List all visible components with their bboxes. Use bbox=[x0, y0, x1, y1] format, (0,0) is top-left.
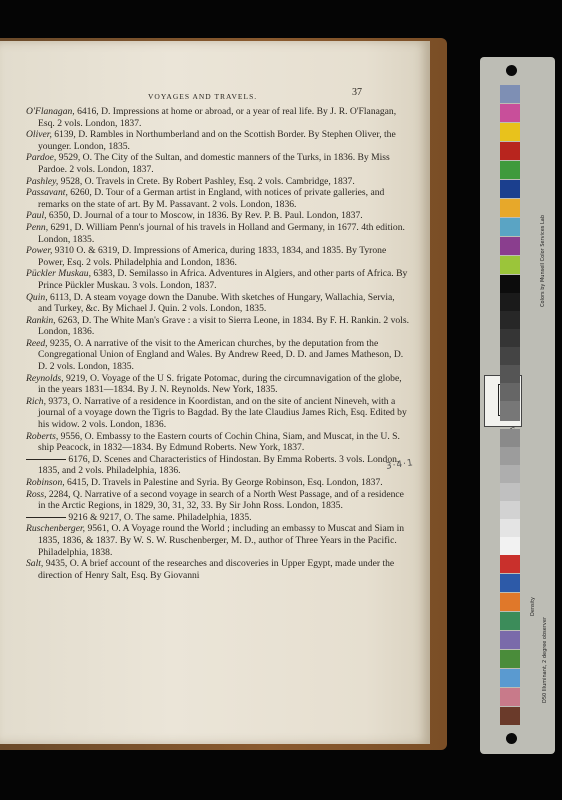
gray-patch bbox=[500, 401, 520, 421]
catalog-entry bbox=[26, 431, 410, 454]
catalog-entries bbox=[26, 106, 410, 581]
entry-description: 9216 & 9217, O. The same. Philadelphia, 1835. bbox=[66, 511, 252, 523]
entry-author: Rankin, bbox=[26, 314, 56, 326]
color-patch bbox=[500, 218, 520, 236]
entry-description: 6416, D. Impressions at home or abroad, or a year of real life. By J. R. O'Flanagan, Esq. 2 vols. London, 1837. bbox=[38, 106, 397, 129]
entry-description: 9556, O. Embassy to the Eastern courts of Cochin China, Siam, and Muscat, in the U. S. ship Peacock, in 1832—1834. By Edmund Roberts. New York, 1837. bbox=[38, 430, 400, 454]
catalog-entry bbox=[26, 489, 410, 512]
entry-author: Rich, bbox=[26, 395, 46, 407]
catalog-entry bbox=[26, 187, 410, 210]
running-head-title: VOYAGES AND TRAVELS. bbox=[148, 92, 258, 101]
entry-description: 6350, D. Journal of a tour to Moscow, in 1836. By Rev. P. B. Paul. London, 1837. bbox=[46, 210, 363, 222]
running-head bbox=[0, 87, 430, 104]
color-patch bbox=[500, 123, 520, 141]
color-patch bbox=[500, 256, 520, 274]
entry-description: 6415, D. Travels in Palestine and Syria. By George Robinson, Esq. London, 1837. bbox=[64, 477, 383, 488]
catalog-entry bbox=[26, 222, 410, 245]
entry-author: Quin, bbox=[26, 291, 48, 303]
entry-author: Pardoe, bbox=[26, 152, 57, 164]
entry-author: Power, bbox=[26, 245, 53, 257]
catalog-entry bbox=[26, 245, 410, 268]
color-patch bbox=[500, 85, 520, 103]
catalog-entry bbox=[26, 106, 410, 129]
color-patch bbox=[500, 612, 520, 630]
entry-description: 9235, O. A narrative of the visit to the American churches, by the deputation from the Congregational Union of England and Wales. By Andrew Reed, D. D. and James Matheson, D. D. 2 vols. London, 1835. bbox=[38, 337, 404, 373]
catalog-entry bbox=[26, 558, 410, 581]
catalog-entry bbox=[26, 152, 410, 175]
catalog-entry bbox=[26, 512, 410, 524]
entry-author: Salt, bbox=[26, 558, 44, 570]
gray-patch bbox=[500, 311, 520, 331]
entry-description: 6139, D. Rambles in Northumberland and on the Scottish Border. By Stephen Oliver, the younger. London, 1835. bbox=[38, 129, 396, 152]
entry-author: Reynolds, bbox=[26, 372, 64, 384]
color-patch bbox=[500, 574, 520, 592]
catalog-entry bbox=[26, 454, 410, 477]
color-patch bbox=[500, 650, 520, 668]
color-patch bbox=[500, 707, 520, 725]
entry-author: Oliver, bbox=[26, 129, 52, 141]
entry-description: 6260, D. Tour of a German artist in England, with notices of private galleries, and remarks on the state of art. By M. Passavant. 2 vols. London, 1836. bbox=[38, 187, 385, 210]
catalog-entry bbox=[26, 210, 410, 222]
entry-author: Reed, bbox=[26, 337, 48, 349]
entry-author: Pückler Muskau, bbox=[26, 268, 92, 280]
gray-patch bbox=[500, 383, 520, 403]
gray-patch bbox=[500, 429, 520, 449]
entry-description: 2284, Q. Narrative of a second voyage in search of a North West Passage, and of a residence in the Arctic Regions, in 1829, 30, 31, 32, 33. By Sir John Ross. London, 1835. bbox=[38, 488, 404, 512]
entry-description: 9529, O. The City of the Sultan, and domestic manners of the Turks, in 1836. By Miss Pardoe. 2 vols. London, 1837. bbox=[38, 152, 390, 175]
target-hole-icon bbox=[506, 733, 517, 744]
catalog-entry bbox=[26, 338, 410, 373]
color-calibration-target bbox=[480, 57, 555, 754]
entry-author: Passavant, bbox=[26, 187, 68, 199]
ditto-dash bbox=[26, 517, 66, 518]
color-patch bbox=[500, 161, 520, 179]
target-hole-icon bbox=[506, 65, 517, 76]
catalog-entry bbox=[26, 292, 410, 315]
entry-description: 6263, D. The White Man's Grave : a visit to Sierra Leone, in 1834. By F. H. Rankin. 2 vols. London, 1836. bbox=[38, 314, 409, 338]
target-illuminant-text: D50 Illuminant, 2 degree observer bbox=[542, 617, 548, 703]
target-side-text: Colors by Munsell Color Services Lab bbox=[540, 214, 546, 307]
catalog-entry bbox=[26, 396, 410, 431]
entry-description: 6291, D. William Penn's journal of his travels in Holland and Germany, in 1677. 4th edition. London, 1835. bbox=[38, 221, 405, 245]
color-patch bbox=[500, 688, 520, 706]
color-patch bbox=[500, 199, 520, 217]
entry-description: 9528, O. Travels in Crete. By Robert Pashley, Esq. 2 vols. Cambridge, 1837. bbox=[58, 175, 355, 187]
entry-description: 6383, D. Semilasso in Africa. Adventures in Algiers, and other parts of Africa. By Prince Pückler Muskau. 3 vols. London, 1837. bbox=[38, 268, 408, 291]
entry-description: 9373, O. Narrative of a residence in Koordistan, and on the site of ancient Nineveh, with a journal of a voyage down the Tigris to Bagdad. By the late Claudius James Rich, Esq. Edited by his widow. 2 vols. London, 1836. bbox=[38, 395, 407, 431]
pencil-marginalia: 3·4·1 bbox=[385, 458, 415, 472]
gray-patch bbox=[500, 365, 520, 385]
gray-patch bbox=[500, 465, 520, 485]
color-patch bbox=[500, 631, 520, 649]
entry-description: 9310 O. & 6319, D. Impressions of America, during 1833, 1834, and 1835. By Tyrone Power, Esq. 2 vols. Philadelphia and London, 1836. bbox=[38, 245, 387, 268]
entry-author: Ruschenberger, bbox=[26, 523, 86, 535]
gray-patch bbox=[500, 447, 520, 467]
entry-author: Penn, bbox=[26, 221, 49, 233]
gray-patch bbox=[500, 501, 520, 521]
gray-patch bbox=[500, 347, 520, 367]
gray-patch bbox=[500, 519, 520, 539]
entry-description: 6176, D. Scenes and Characteristics of Hindostan. By Emma Roberts. 3 vols. London, 1835, and 2 vols. Philadelphia, 1836. bbox=[38, 453, 400, 477]
color-patch bbox=[500, 593, 520, 611]
catalog-entry bbox=[26, 477, 410, 489]
entry-author: Robinson, bbox=[26, 477, 65, 488]
color-patch bbox=[500, 555, 520, 573]
entry-description: 9435, O. A brief account of the researches and discoveries in Upper Egypt, made under the direction of Henry Salt, Esq. By Giovanni bbox=[38, 558, 395, 581]
gray-patch bbox=[500, 275, 520, 295]
gray-patch bbox=[500, 293, 520, 313]
color-patch bbox=[500, 180, 520, 198]
gray-patch bbox=[500, 537, 520, 557]
entry-description: 9219, O. Voyage of the U S. frigate Potomac, during the circumnavigation of the globe, in the years 1831—1834. By J. N. Reynolds. New York, 1835. bbox=[38, 372, 402, 396]
catalog-entry bbox=[26, 523, 410, 558]
entry-author: Paul, bbox=[26, 210, 47, 222]
color-patch bbox=[500, 669, 520, 687]
page-number: 37 bbox=[352, 87, 362, 98]
color-patch bbox=[500, 104, 520, 122]
entry-description: 9561, O. A Voyage round the World ; including an embassy to Muscat and Siam in 1835, 1836, & 1837. By W. S. W. Ruschenberger, M. D., author of Three Years in the Pacific. Philadelphia, 1838. bbox=[38, 523, 405, 558]
gray-patch bbox=[500, 329, 520, 349]
entry-author: Ross, bbox=[26, 488, 47, 500]
ditto-dash bbox=[26, 459, 66, 460]
catalog-entry bbox=[26, 268, 410, 291]
target-density-label: Density bbox=[530, 597, 536, 617]
catalog-entry bbox=[26, 176, 410, 188]
catalog-entry bbox=[26, 373, 410, 396]
catalog-entry bbox=[26, 129, 410, 152]
color-patch bbox=[500, 142, 520, 160]
color-patch bbox=[500, 237, 520, 255]
entry-description: 6113, D. A steam voyage down the Danube. With sketches of Hungary, Wallachia, Servia, and Turkey, &c. By Michael J. Quin. 2 vols. London, 1835. bbox=[38, 291, 395, 315]
catalog-entry bbox=[26, 315, 410, 338]
entry-author: Pashley, bbox=[26, 175, 59, 187]
entry-author: Roberts, bbox=[26, 430, 59, 442]
gray-patch bbox=[500, 483, 520, 503]
entry-author: O'Flanagan, bbox=[26, 106, 75, 117]
